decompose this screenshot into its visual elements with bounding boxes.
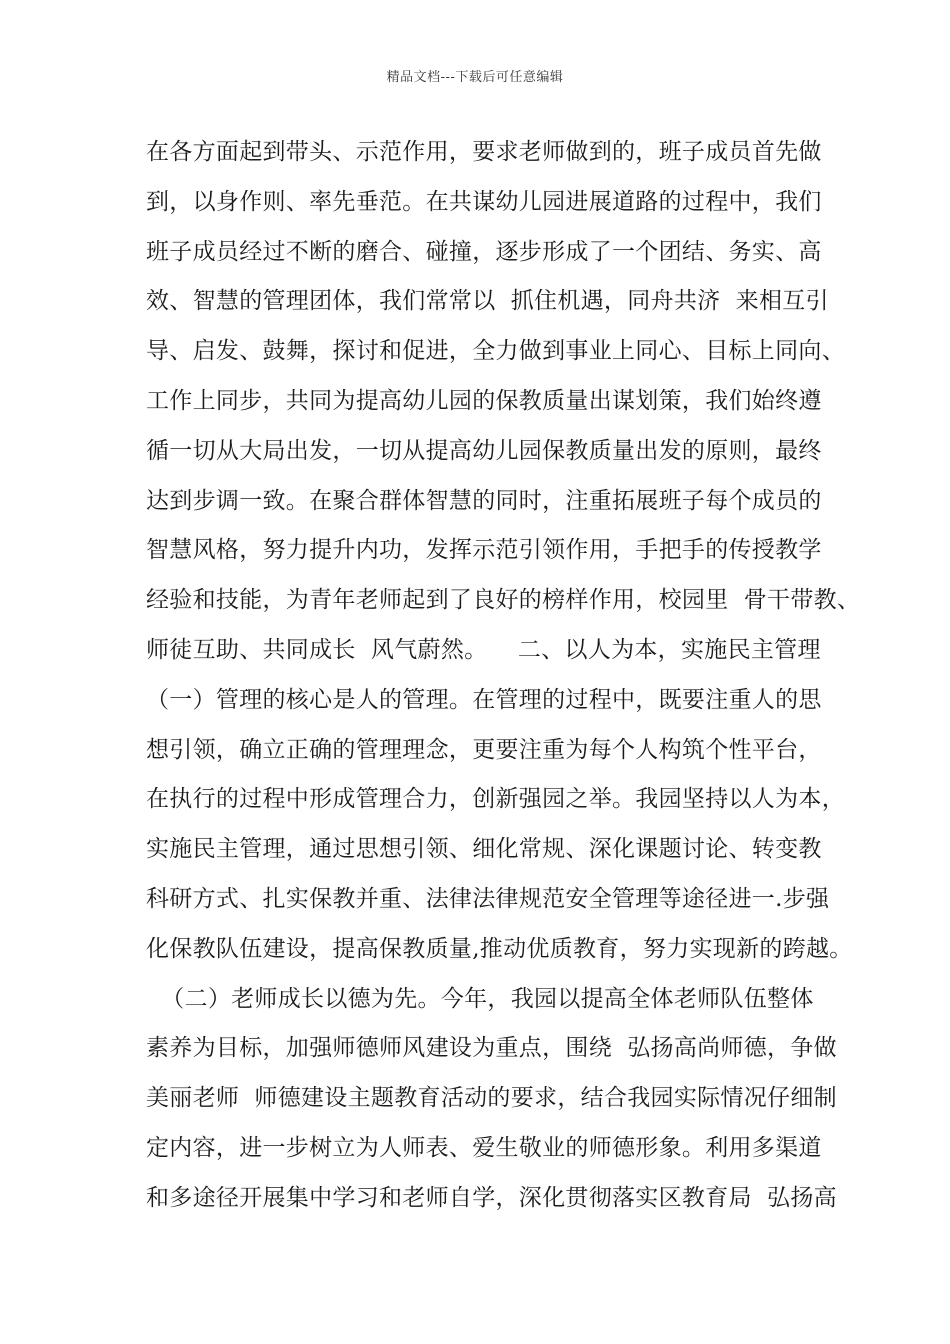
text-line: 美丽老师 师德建设主题教育活动的要求，结合我园实际情况仔细制 xyxy=(146,1085,837,1112)
text-line: （二）老师成长以德为先。今年，我园以提高全体老师队伍整体 xyxy=(146,985,814,1012)
text-line: 科研方式、扎实保教并重、法律法律规范安全管理等途径进一.步强 xyxy=(146,885,830,912)
text-line: 经验和技能，为青年老师起到了良好的榜样作用，校园里 骨干带教、 xyxy=(146,587,861,614)
text-line: 到，以身作则、率先垂范。在共谋幼儿园进展道路的过程中，我们 xyxy=(146,188,822,215)
text-line: 达到步调一致。在聚合群体智慧的同时，注重拓展班子每个成员的 xyxy=(146,487,822,514)
text-line: 智慧风格，努力提升内功，发挥示范引领作用，手把手的传授教学 xyxy=(146,537,822,564)
text-line: 和多途径开展集中学习和老师自学，深化贯彻落实区教育局 弘扬高 xyxy=(146,1184,837,1211)
text-line: 化保教队伍建设，提高保教质量,推动优质教育，努力实现新的跨越。 xyxy=(146,935,853,962)
text-line: 循一切从大局出发，一切从提高幼儿园保教质量出发的原则，最终 xyxy=(146,437,822,464)
text-line: 在执行的过程中形成管理合力，创新强园之举。我园坚持以人为本， xyxy=(146,786,845,813)
text-line: 导、启发、鼓舞，探讨和促进，全力做到事业上同心、目标上同向、 xyxy=(146,338,845,365)
text-line: 工作上同步，共同为提高幼儿园的保教质量出谋划策，我们始终遵 xyxy=(146,387,822,414)
text-line: 想引领，确立正确的管理理念，更要注重为每个人构筑个性平台， xyxy=(146,736,822,763)
text-line: 素养为目标，加强师德师风建设为重点，围绕 弘扬高尚师德，争做 xyxy=(146,1035,837,1062)
page-header: 精品文档---下载后可任意编辑 xyxy=(386,70,564,85)
text-line: 师徒互助、共同成长 风气蔚然。 二、以人为本，实施民主管理 xyxy=(146,636,821,663)
text-line: 定内容，进一步树立为人师表、爱生敬业的师德形象。利用多渠道 xyxy=(146,1134,822,1161)
text-line: （一）管理的核心是人的管理。在管理的过程中，既要注重人的思 xyxy=(146,686,822,713)
text-line: 实施民主管理，通过思想引领、细化常规、深化课题讨论、转变教 xyxy=(146,836,822,863)
body-text xyxy=(146,136,861,1232)
text-line: 在各方面起到带头、示范作用，要求老师做到的，班子成员首先做 xyxy=(146,139,822,165)
text-line: 效、智慧的管理团体，我们常常以 抓住机遇，同舟共济 来相互引 xyxy=(146,288,829,315)
text-line: 班子成员经过不断的磨合、碰撞，逐步形成了一个团结、务实、高 xyxy=(146,238,822,265)
